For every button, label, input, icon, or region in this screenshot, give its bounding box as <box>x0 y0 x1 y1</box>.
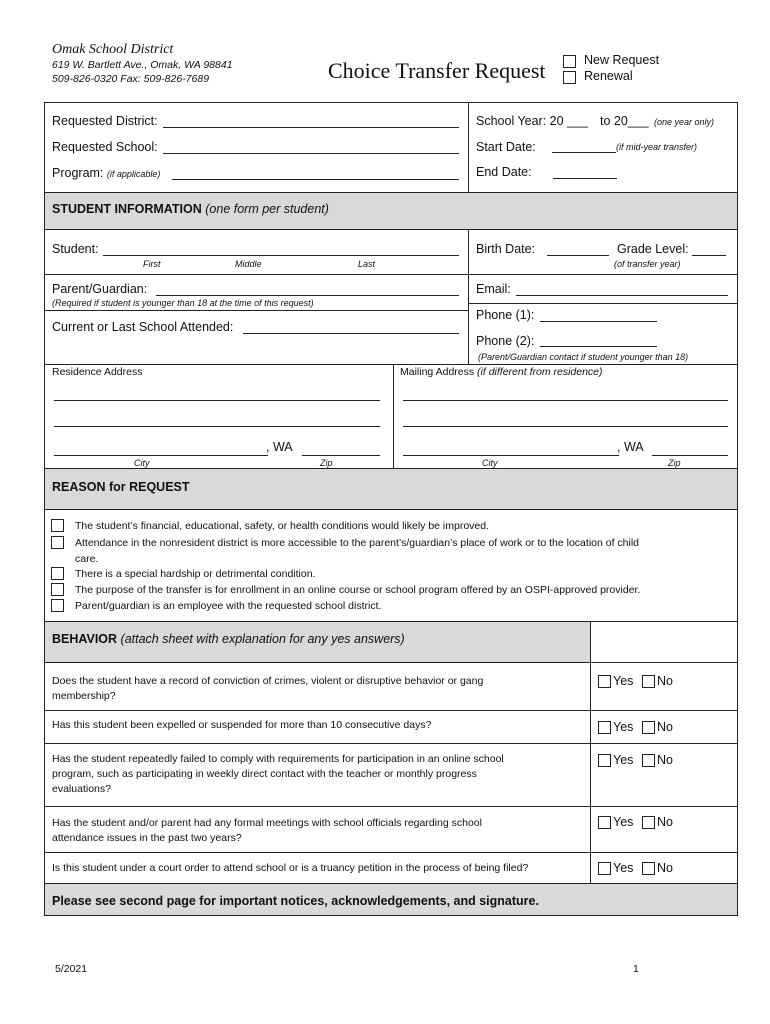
current-school-label: Current or Last School Attended: <box>52 320 234 334</box>
q5-yes-checkbox[interactable] <box>598 862 611 875</box>
reason-checkbox-2[interactable] <box>51 536 64 549</box>
q4-yes-label: Yes <box>613 815 634 829</box>
q4-no-checkbox[interactable] <box>642 816 655 829</box>
residence-wa-label: , WA <box>266 440 293 454</box>
phone1-label: Phone (1): <box>476 308 535 322</box>
phone1-field[interactable] <box>540 321 657 322</box>
birth-date-label: Birth Date: <box>476 242 536 256</box>
mailing-wa-label: , WA <box>617 440 644 454</box>
phone2-field[interactable] <box>540 346 657 347</box>
reason-item-2: Attendance in the nonresident district is more accessible to the parent’s/guardian’s place of work or to the location of child <box>75 537 640 549</box>
q5-no-label: No <box>657 861 673 875</box>
program-label: Program: (if applicable) <box>52 166 161 180</box>
requested-school-field[interactable] <box>163 153 459 154</box>
reason-item-4: The purpose of the transfer is for enrollment in an online course or school program offered by an OSPI-approved provider. <box>75 584 641 596</box>
reason-checkbox-4[interactable] <box>51 583 64 596</box>
birth-date-field[interactable] <box>547 255 609 256</box>
q1-yes-checkbox[interactable] <box>598 675 611 688</box>
q3-no-label: No <box>657 753 673 767</box>
residence-zip-field[interactable] <box>302 455 380 456</box>
q5-no-checkbox[interactable] <box>642 862 655 875</box>
start-date-label: Start Date: <box>476 140 536 154</box>
reason-item-5: Parent/guardian is an employee with the requested school district. <box>75 600 382 612</box>
residence-line1-field[interactable] <box>54 400 380 401</box>
form-title: Choice Transfer Request <box>328 58 546 83</box>
behavior-title: BEHAVIOR (attach sheet with explanation for any yes answers) <box>52 632 405 646</box>
reason-item-2-cont: care. <box>75 553 99 565</box>
one-year-only-note: (one year only) <box>654 117 715 127</box>
middle-name-hint: Middle <box>235 259 262 269</box>
student-label: Student: <box>52 242 99 256</box>
first-name-hint: First <box>143 259 161 269</box>
mailing-address-label: Mailing Address (if different from residence) <box>400 366 603 378</box>
q2-yes-label: Yes <box>613 720 634 734</box>
residence-city-hint: City <box>134 458 150 468</box>
grade-level-label: Grade Level: <box>617 242 689 256</box>
mailing-line2-field[interactable] <box>403 426 728 427</box>
q4-no-label: No <box>657 815 673 829</box>
renewal-checkbox[interactable] <box>563 71 576 84</box>
q1-no-checkbox[interactable] <box>642 675 655 688</box>
behavior-q4-line2: attendance issues in the past two years? <box>52 832 242 844</box>
mid-year-note: (if mid-year transfer) <box>616 142 698 152</box>
residence-address-label: Residence Address <box>52 366 143 378</box>
q2-no-label: No <box>657 720 673 734</box>
end-date-label: End Date: <box>476 165 532 179</box>
residence-line2-field[interactable] <box>54 426 380 427</box>
required-note: (Required if student is younger than 18 at the time of this request) <box>52 298 314 308</box>
q3-yes-checkbox[interactable] <box>598 754 611 767</box>
end-date-field[interactable] <box>553 178 617 179</box>
school-year-label: School Year: 20 ___ <box>476 114 588 128</box>
new-request-label: New Request <box>584 53 660 67</box>
email-label: Email: <box>476 282 511 296</box>
transfer-year-note: (of transfer year) <box>614 259 681 269</box>
reason-title: REASON for REQUEST <box>52 480 190 494</box>
program-field[interactable] <box>172 179 459 180</box>
district-phone-fax: 509-826-0320 Fax: 509-826-7689 <box>52 73 210 85</box>
q2-no-checkbox[interactable] <box>642 721 655 734</box>
behavior-q1-line2: membership? <box>52 690 116 702</box>
page-number: 1 <box>633 963 639 975</box>
district-name: Omak School District <box>52 42 174 57</box>
q5-yes-label: Yes <box>613 861 634 875</box>
current-school-field[interactable] <box>243 333 459 334</box>
grade-level-field[interactable] <box>692 255 726 256</box>
contact-note: (Parent/Guardian contact if student younger than 18) <box>478 352 689 362</box>
renewal-label: Renewal <box>584 69 633 83</box>
mailing-zip-hint: Zip <box>668 458 681 468</box>
behavior-q3-line3: evaluations? <box>52 783 111 795</box>
mailing-city-hint: City <box>482 458 498 468</box>
behavior-q1-line1: Does the student have a record of conviction of crimes, violent or disruptive behavior or gang <box>52 675 484 687</box>
behavior-q3-line2: program, such as participating in weekly direct contact with the teacher or monthly progress <box>52 768 477 780</box>
revision-date: 5/2021 <box>55 963 88 975</box>
residence-zip-hint: Zip <box>320 458 333 468</box>
q3-yes-label: Yes <box>613 753 634 767</box>
mailing-zip-field[interactable] <box>652 455 728 456</box>
district-address: 619 W. Bartlett Ave., Omak, WA 98841 <box>52 59 233 71</box>
requested-district-field[interactable] <box>163 127 459 128</box>
behavior-q5-line1: Is this student under a court order to attend school or is a truancy petition in the process of being filed? <box>52 862 529 874</box>
email-field[interactable] <box>516 295 728 296</box>
new-request-checkbox[interactable] <box>563 55 576 68</box>
q1-yes-label: Yes <box>613 674 634 688</box>
q1-no-label: No <box>657 674 673 688</box>
requested-school-label: Requested School: <box>52 140 158 154</box>
q2-yes-checkbox[interactable] <box>598 721 611 734</box>
reason-checkbox-3[interactable] <box>51 567 64 580</box>
q4-yes-checkbox[interactable] <box>598 816 611 829</box>
reason-item-3: There is a special hardship or detrimental condition. <box>75 568 316 580</box>
phone2-label: Phone (2): <box>476 334 535 348</box>
requested-district-label: Requested District: <box>52 114 158 128</box>
student-name-field[interactable] <box>103 255 459 256</box>
q3-no-checkbox[interactable] <box>642 754 655 767</box>
residence-city-field[interactable] <box>54 455 268 456</box>
start-date-field[interactable] <box>552 152 616 153</box>
reason-checkbox-1[interactable] <box>51 519 64 532</box>
mailing-line1-field[interactable] <box>403 400 728 401</box>
school-year-to-label: to 20___ <box>600 114 649 128</box>
parent-guardian-label: Parent/Guardian: <box>52 282 148 296</box>
student-info-title: STUDENT INFORMATION (one form per student) <box>52 202 329 216</box>
reason-checkbox-5[interactable] <box>51 599 64 612</box>
parent-guardian-field[interactable] <box>156 295 459 296</box>
mailing-city-field[interactable] <box>403 455 619 456</box>
reason-item-1: The student’s financial, educational, safety, or health conditions would likely be improved. <box>75 520 490 532</box>
behavior-q4-line1: Has the student and/or parent had any formal meetings with school officials regarding school <box>52 817 482 829</box>
second-page-notice: Please see second page for important notices, acknowledgements, and signature. <box>52 894 539 908</box>
last-name-hint: Last <box>358 259 376 269</box>
behavior-q3-line1: Has the student repeatedly failed to comply with requirements for participation in an online school <box>52 753 504 765</box>
behavior-q2-line1: Has this student been expelled or suspended for more than 10 consecutive days? <box>52 719 432 731</box>
